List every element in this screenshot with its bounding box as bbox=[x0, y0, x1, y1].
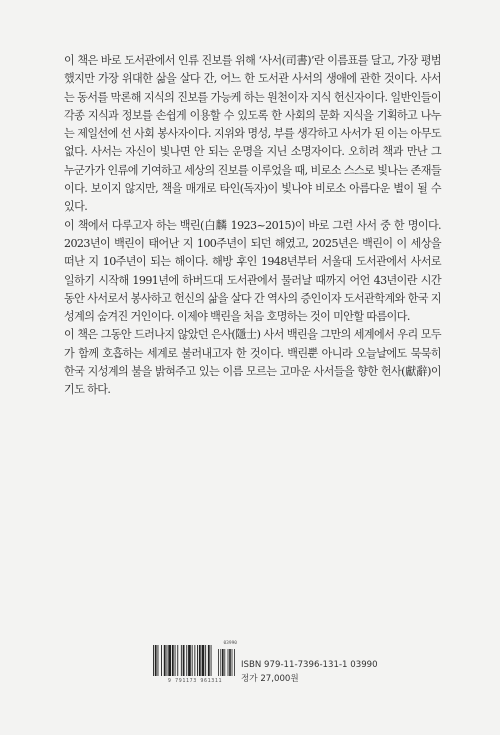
barcode-bar bbox=[175, 645, 176, 676]
paragraph-1: 이 책은 바로 도서관에서 인류 진보를 위해 ‘사서(司書)’란 이름표를 달고, 가장 평범했지만 가장 위대한 삶을 살다 간, 어느 한 도서관 사서의 생애에 관한 것이다. 사서는 동서를 막론해 지식의 진보를 가능케 하는 원천이자 지식 헌신자이다. 일반인들이 각종 지식과 정보를 손쉽게 이용할 수 있도록 한 사회의 문화 지식을 기획하고 나누는 제일선에 선 사회 봉사자이다. 지위와 명성, 부를 생각하고 사서가 된 이는 아무도 없다. 사서는 자신이 빛나면 안 되는 운명을 지닌 소명자이다. 오히려 책과 만난 그 누군가가 인류에 기여하고 세상의 진보를 이루었을 때, 비로소 스스로 빛나는 존재들이다. 보이지 않지만, 책을 매개로 타인(독자)이 빛나야 비로소 아름다운 별이 될 수 있다. bbox=[64, 54, 441, 214]
barcode-addon-bar bbox=[232, 649, 233, 676]
barcode-bar bbox=[181, 645, 182, 676]
barcode-bar bbox=[167, 645, 168, 676]
barcode-bar bbox=[158, 645, 159, 676]
barcode-addon-bar bbox=[229, 649, 231, 676]
barcode-bar bbox=[161, 645, 162, 676]
barcode-bar bbox=[168, 645, 171, 676]
barcode-bar bbox=[205, 645, 206, 676]
barcode-bar bbox=[177, 645, 178, 676]
barcode-bars bbox=[152, 639, 238, 678]
barcode-addon-bar bbox=[218, 649, 219, 676]
price-text: 정가 27,000원 bbox=[241, 674, 299, 684]
barcode-main-digits: 9 791173 961311 bbox=[167, 678, 223, 684]
barcode-bar bbox=[188, 645, 191, 676]
barcode-bar bbox=[192, 645, 193, 676]
paragraph-3: 이 책은 그동안 드러나지 않았던 은사(隱士) 사서 백린을 그만의 세계에서 우리 모두가 함께 호흡하는 세계로 불러내고자 한 것이다. 백린뿐 아니라 오늘날에도 묵묵히 한국 지성계의 불을 밝혀주고 있는 이름 모르는 고마운 사서들을 향한 헌사(獻辭)이기도 하다. bbox=[64, 328, 441, 397]
barcode-bar bbox=[208, 645, 210, 676]
barcode-addon-digits: 03990 bbox=[223, 641, 237, 646]
barcode-addon-bar bbox=[222, 649, 224, 676]
barcode-bar bbox=[155, 645, 157, 676]
barcode-addon-bar bbox=[224, 649, 225, 676]
barcode-bar bbox=[211, 645, 212, 676]
barcode-bar bbox=[153, 645, 154, 676]
barcode-bar bbox=[172, 645, 174, 676]
barcode-addon-bar bbox=[228, 649, 229, 676]
paragraph-2: 이 책에서 다루고자 하는 백린(白麟 1923~2015)이 바로 그런 사서 중 한 명이다. 2023년이 백린이 태어난 지 100주년이 되던 해였고, 2025년은 백린이 이 세상을 떠난 지 10주년이 되는 해이다. 해방 후인 1948년부터 서울대 도서관에서 사서로 일하기 시작해 1991년에 하버드대 도서관에서 물러날 때까지 어언 43년이란 시간 동안 사서로서 봉사하고 헌신의 삶을 살다 간 역사의 증인이자 도서관학계와 한국 지성계의 숨겨진 거인이다. 이제야 백린을 처음 호명하는 것이 미안할 따름이다. bbox=[64, 218, 441, 324]
barcode-bar bbox=[199, 645, 201, 676]
body-text bbox=[64, 52, 441, 400]
barcode-bar bbox=[194, 645, 195, 676]
barcode-bar bbox=[186, 645, 187, 676]
isbn-text: ISBN 979-11-7396-131-1 03990 bbox=[241, 660, 378, 670]
barcode-bar bbox=[202, 645, 205, 676]
barcode-addon-bar bbox=[220, 649, 221, 676]
barcode bbox=[152, 639, 238, 678]
barcode-bar bbox=[183, 645, 185, 676]
barcode-bar bbox=[164, 645, 166, 676]
barcode-addon-bar bbox=[234, 649, 235, 676]
barcode-bar bbox=[197, 645, 198, 676]
